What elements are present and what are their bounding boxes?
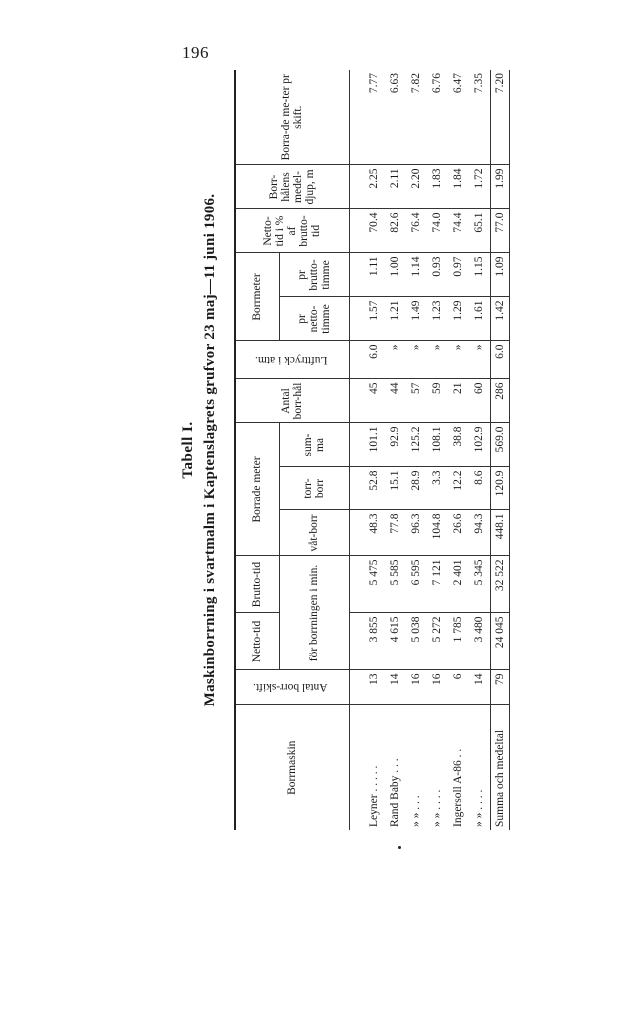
stray-dot xyxy=(398,846,401,849)
table-total-row xyxy=(490,70,509,830)
cell-per-brutto: 0.93 xyxy=(427,253,448,297)
cell-sum: 38.8 xyxy=(448,423,469,467)
cell-per-brutto: 1.15 xyxy=(469,253,491,297)
cell-netto: 3 480 xyxy=(469,613,491,670)
cell-wet: 26.6 xyxy=(448,510,469,556)
cell-shifts: 6 xyxy=(448,670,469,705)
header-netto-brutto-sub: för borrningen i min. xyxy=(279,556,349,670)
cell-per-netto: 1.21 xyxy=(385,297,406,341)
cell-per-netto: 1.29 xyxy=(448,297,469,341)
header-holes: Antal borr-hål xyxy=(235,379,349,423)
table-row xyxy=(385,70,406,830)
cell-wet: 94.3 xyxy=(469,510,491,556)
cell-pct: 82.6 xyxy=(385,209,406,253)
cell-machine: » » . . . . xyxy=(469,705,491,830)
cell-brutto: 5 585 xyxy=(385,556,406,613)
cell-per-brutto: 1.14 xyxy=(406,253,427,297)
drilling-table xyxy=(234,70,510,830)
cell-per-netto: 1.23 xyxy=(427,297,448,341)
cell-wet: 96.3 xyxy=(406,510,427,556)
cell-per-brutto: 1.09 xyxy=(490,253,509,297)
cell-holes: 60 xyxy=(469,379,491,423)
table-number: Tabell I. xyxy=(180,421,196,479)
cell-depth: 1.99 xyxy=(490,165,509,209)
header-per-shift: Borra-de me-ter pr skift. xyxy=(235,70,349,165)
cell-netto: 5 272 xyxy=(427,613,448,670)
cell-depth: 1.83 xyxy=(427,165,448,209)
cell-machine: Ingersoll A-86 . . xyxy=(448,705,469,830)
cell-shifts: 16 xyxy=(406,670,427,705)
cell-netto: 4 615 xyxy=(385,613,406,670)
cell-depth: 2.20 xyxy=(406,165,427,209)
cell-per-shift: 6.47 xyxy=(448,70,469,165)
cell-depth: 1.84 xyxy=(448,165,469,209)
cell-dry: 8.6 xyxy=(469,467,491,510)
table-row xyxy=(406,70,427,830)
cell-per-shift: 7.82 xyxy=(406,70,427,165)
cell-per-shift: 7.77 xyxy=(349,70,385,165)
cell-pct: 70.4 xyxy=(349,209,385,253)
cell-dry: 52.8 xyxy=(349,467,385,510)
table-caption xyxy=(177,70,221,830)
cell-air: » xyxy=(469,341,491,379)
cell-dry: 28.9 xyxy=(406,467,427,510)
cell-holes: 57 xyxy=(406,379,427,423)
cell-pct: 76.4 xyxy=(406,209,427,253)
cell-holes: 44 xyxy=(385,379,406,423)
cell-sum: 125.2 xyxy=(406,423,427,467)
cell-per-netto: 1.49 xyxy=(406,297,427,341)
header-dry: torr-borr xyxy=(279,467,349,510)
cell-per-brutto: 0.97 xyxy=(448,253,469,297)
cell-dry: 12.2 xyxy=(448,467,469,510)
cell-holes: 286 xyxy=(490,379,509,423)
header-netto-pct: Netto-tid i % af brutto-tid xyxy=(235,209,349,253)
cell-wet: 104.8 xyxy=(427,510,448,556)
cell-pct: 74.4 xyxy=(448,209,469,253)
header-bormeter: Borrmeter xyxy=(235,253,279,341)
cell-netto: 3 855 xyxy=(349,613,385,670)
cell-machine: » » . . . . xyxy=(427,705,448,830)
cell-per-shift: 6.76 xyxy=(427,70,448,165)
header-shifts-text: Antal borr-skift. xyxy=(253,681,328,694)
cell-holes: 59 xyxy=(427,379,448,423)
header-netto: Netto-tid xyxy=(235,613,279,670)
cell-sum: 569.0 xyxy=(490,423,509,467)
cell-netto: 1 785 xyxy=(448,613,469,670)
header-per-netto: pr netto-timme xyxy=(279,297,349,341)
cell-air: » xyxy=(406,341,427,379)
cell-sum: 108.1 xyxy=(427,423,448,467)
cell-air: » xyxy=(448,341,469,379)
cell-sum: 102.9 xyxy=(469,423,491,467)
cell-brutto: 32 522 xyxy=(490,556,509,613)
cell-depth: 2.25 xyxy=(349,165,385,209)
cell-holes: 45 xyxy=(349,379,385,423)
cell-shifts: 14 xyxy=(469,670,491,705)
cell-sum: 92.9 xyxy=(385,423,406,467)
cell-per-brutto: 1.00 xyxy=(385,253,406,297)
header-air-pressure xyxy=(235,341,349,379)
cell-wet: 48.3 xyxy=(349,510,385,556)
table-row xyxy=(469,70,491,830)
cell-machine: » » . . . xyxy=(406,705,427,830)
cell-wet: 448.1 xyxy=(490,510,509,556)
header-machine: Borrmaskin xyxy=(235,705,349,830)
table-row xyxy=(349,70,385,830)
table-row xyxy=(427,70,448,830)
cell-holes: 21 xyxy=(448,379,469,423)
cell-netto: 5 038 xyxy=(406,613,427,670)
table-row xyxy=(448,70,469,830)
cell-brutto: 6 595 xyxy=(406,556,427,613)
cell-brutto: 7 121 xyxy=(427,556,448,613)
cell-dry: 3.3 xyxy=(427,467,448,510)
cell-air: » xyxy=(385,341,406,379)
cell-shifts: 14 xyxy=(385,670,406,705)
cell-dry: 15.1 xyxy=(385,467,406,510)
cell-per-shift: 6.63 xyxy=(385,70,406,165)
cell-brutto: 5 475 xyxy=(349,556,385,613)
header-brutto: Brutto-tid xyxy=(235,556,279,613)
cell-shifts: 79 xyxy=(490,670,509,705)
cell-per-netto: 1.57 xyxy=(349,297,385,341)
cell-machine: Leyner . . . . . xyxy=(349,705,385,830)
cell-pct: 65.1 xyxy=(469,209,491,253)
cell-air: 6.0 xyxy=(349,341,385,379)
cell-pct: 74.0 xyxy=(427,209,448,253)
page-number: 196 xyxy=(182,43,209,62)
cell-depth: 2.11 xyxy=(385,165,406,209)
cell-brutto: 2 401 xyxy=(448,556,469,613)
header-sum: sum-ma xyxy=(279,423,349,467)
cell-per-netto: 1.61 xyxy=(469,297,491,341)
cell-brutto: 5 345 xyxy=(469,556,491,613)
cell-per-brutto: 1.11 xyxy=(349,253,385,297)
cell-per-netto: 1.42 xyxy=(490,297,509,341)
cell-wet: 77.8 xyxy=(385,510,406,556)
cell-sum: 101.1 xyxy=(349,423,385,467)
cell-air: » xyxy=(427,341,448,379)
cell-machine: Summa och medeltal xyxy=(490,705,509,830)
cell-depth: 1.72 xyxy=(469,165,491,209)
cell-per-shift: 7.35 xyxy=(469,70,491,165)
header-per-brutto: pr brutto-timme xyxy=(279,253,349,297)
table-title: Maskinborrning i svartmalm i Kaptenslagrets grufvor 23 maj—11 juni 1906. xyxy=(202,193,218,707)
cell-shifts: 13 xyxy=(349,670,385,705)
header-wet: våt-borr xyxy=(279,510,349,556)
header-depth: Borr-hålens medel-djup, m xyxy=(235,165,349,209)
cell-air: 6.0 xyxy=(490,341,509,379)
cell-dry: 120.9 xyxy=(490,467,509,510)
header-air-pressure-text: Lufttryck i atm. xyxy=(254,353,327,366)
rotated-table-block xyxy=(2,70,532,830)
cell-netto: 24 045 xyxy=(490,613,509,670)
cell-shifts: 16 xyxy=(427,670,448,705)
cell-pct: 77.0 xyxy=(490,209,509,253)
header-shifts xyxy=(235,670,349,705)
cell-machine: Rand Baby . . . xyxy=(385,705,406,830)
header-bored-meters: Borrade meter xyxy=(235,423,279,556)
cell-per-shift: 7.20 xyxy=(490,70,509,165)
